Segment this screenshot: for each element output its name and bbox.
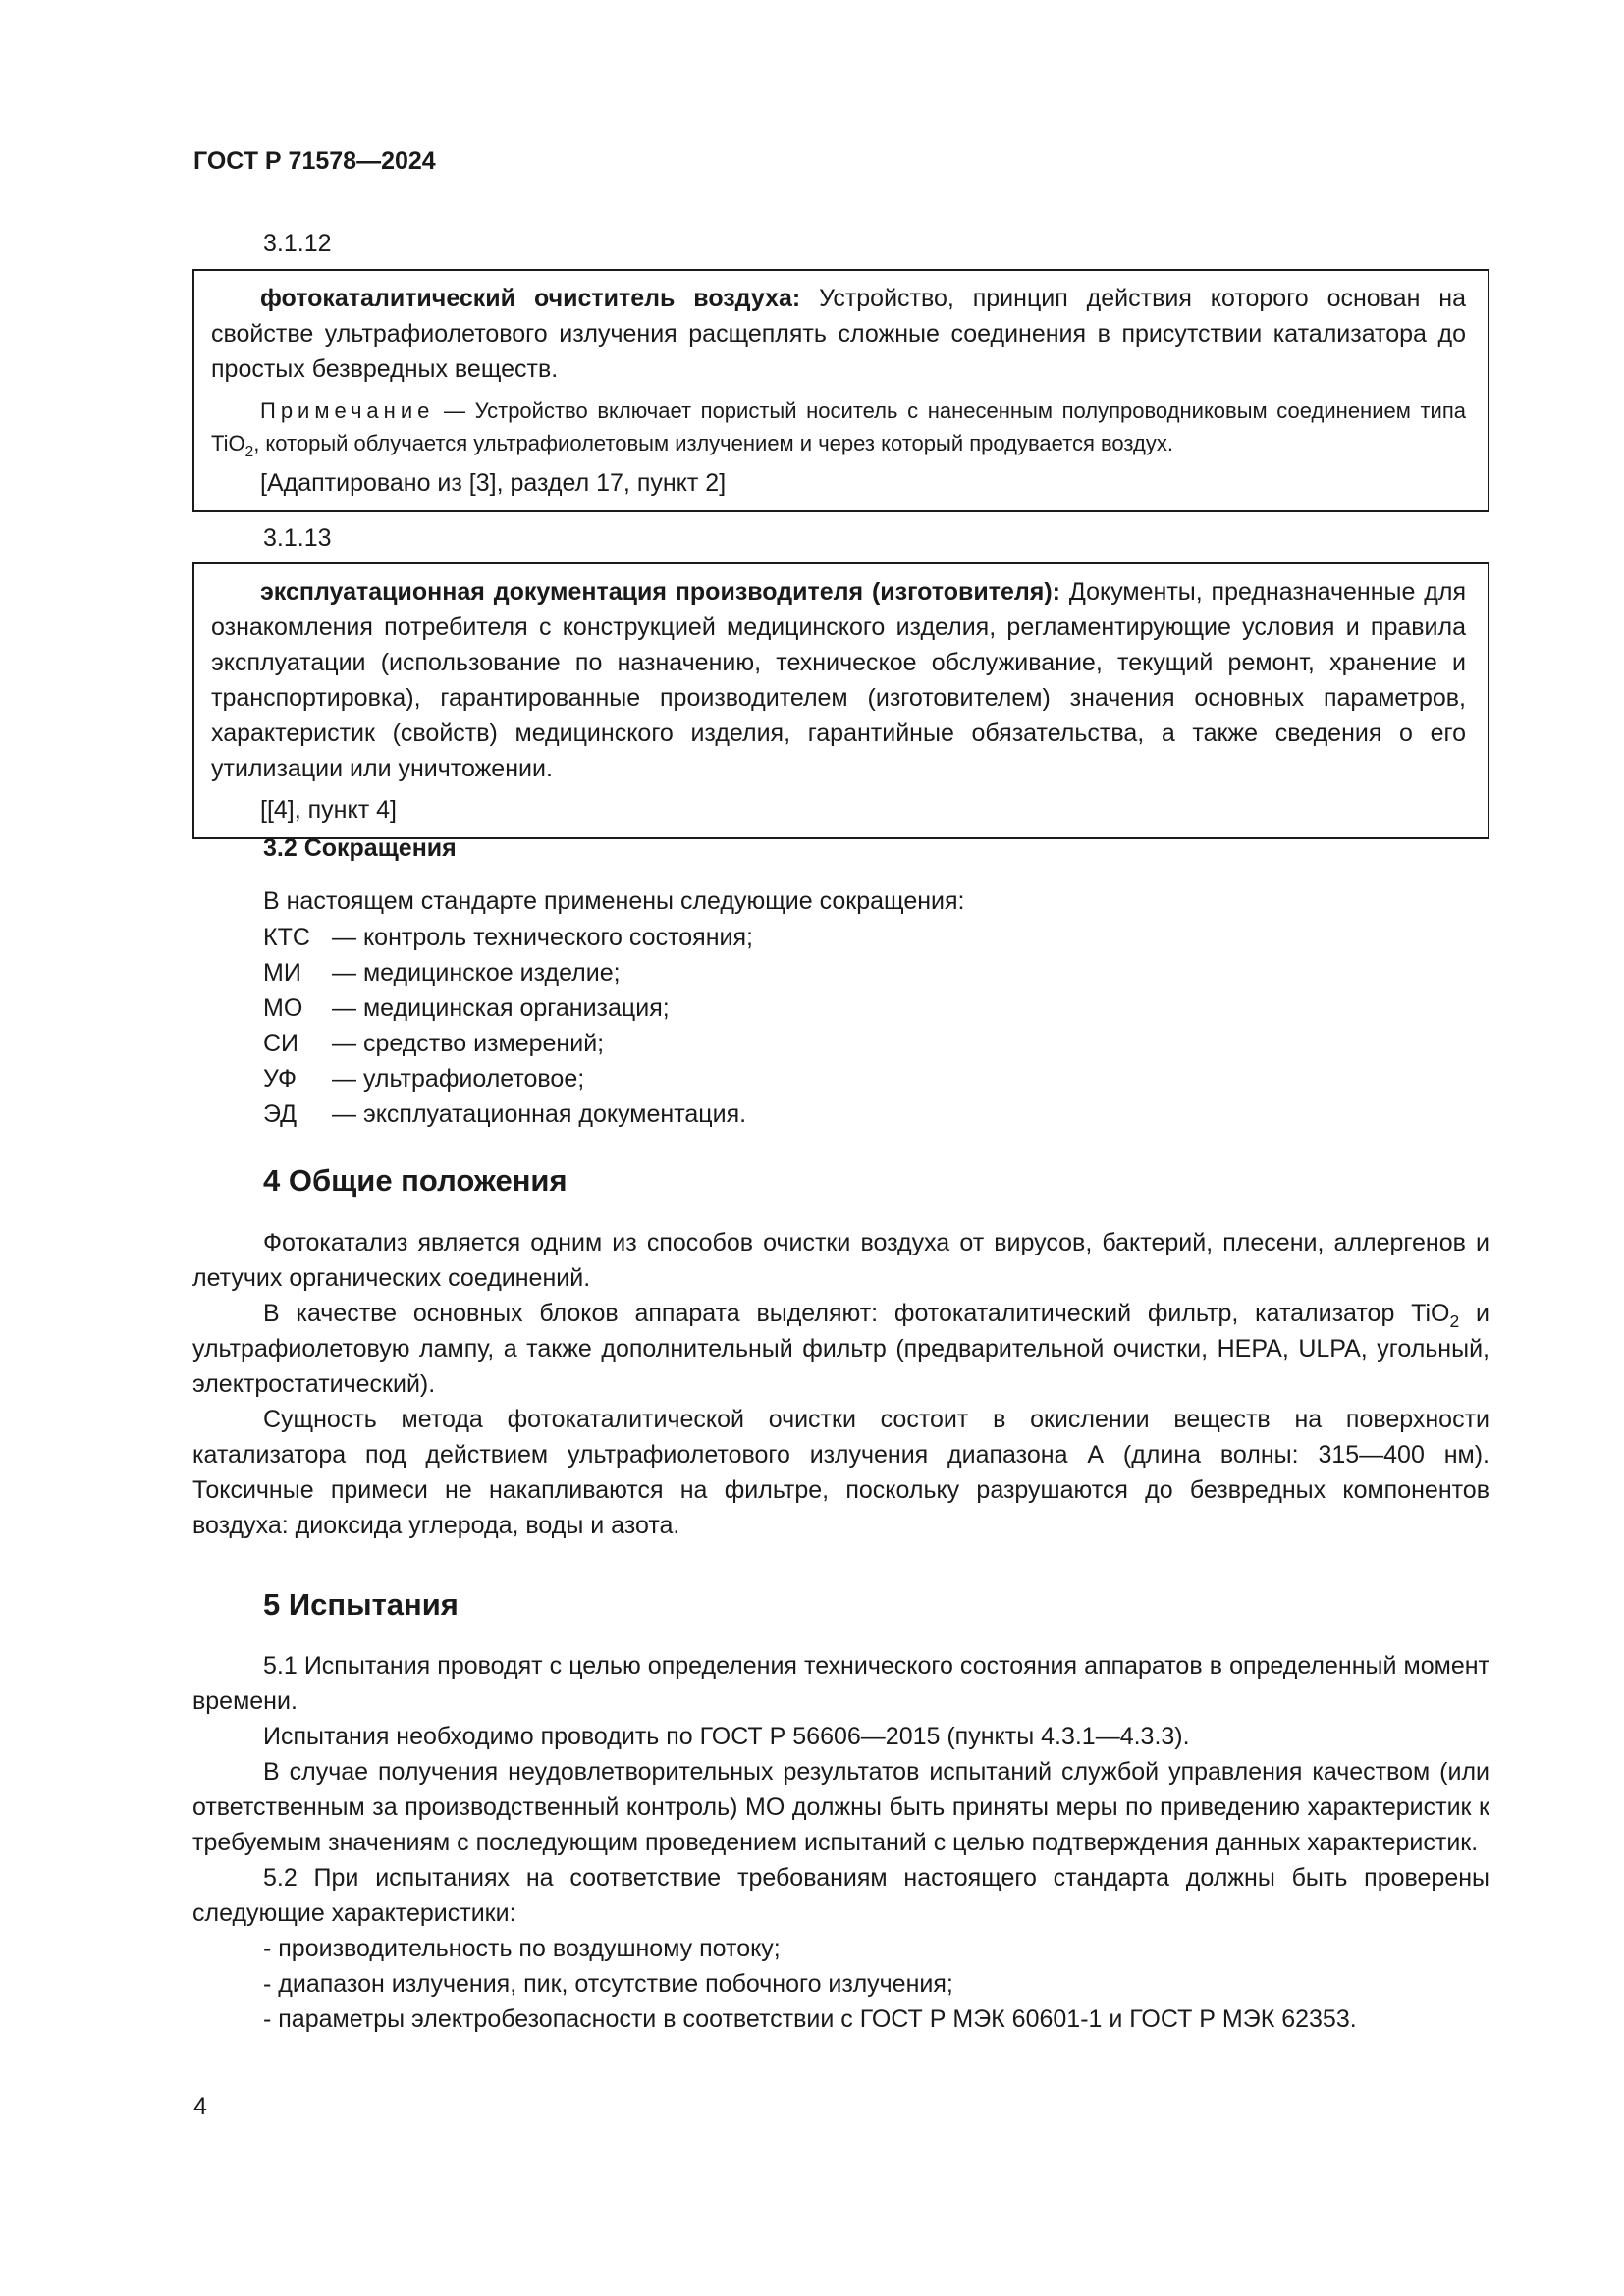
- paragraph: Фотокатализ является одним из способов очистки воздуха от вирусов, бактерий, плесени, аллергенов и летучих органических соединений.: [192, 1229, 1489, 1292]
- list-item: - параметры электробезопасности в соответствии с ГОСТ Р МЭК 60601-1 и ГОСТ Р МЭК 62353.: [263, 2005, 1357, 2033]
- list-item: ЭД — эксплуатационная документация.: [263, 1100, 747, 1128]
- list-item: УФ — ультрафиолетовое;: [263, 1065, 585, 1093]
- term-definition: эксплуатационная документация производителя (изготовителя): Документы, предназначенные для ознакомления потребителя с конструкцией медицинского изделия, регламентирующие условия и правила эксплуатации (использование по назначению, техническое обслуживание, текущий ремонт, хранение и транспортировка), гарантированные производителем (изготовителем) значения основных параметров, характеристик (свойств) медицинского изделия, гарантийные обязательства, а также сведения о его утилизации или уничтожении.: [211, 578, 1466, 782]
- list-item: МИ — медицинское изделие;: [263, 959, 621, 987]
- list-item: - диапазон излучения, пик, отсутствие побочного излучения;: [263, 1970, 953, 1998]
- term-definition-box: [192, 269, 1489, 512]
- paragraph: В случае получения неудовлетворительных результатов испытаний службой управления качеством (или ответственным за производственный контроль) МО должны быть приняты меры по приведению характеристик к требуемым значениям с последующим проведением испытаний с целью подтверждения данных характеристик.: [192, 1758, 1489, 1856]
- paragraph: В качестве основных блоков аппарата выделяют: фотокаталитический фильтр, катализатор TiO$_2$ и ультрафиолетовую лампу, а также дополнительный фильтр (предварительной очистки, HEPA, ULPA, угольный, электростатический).: [192, 1300, 1489, 1398]
- note-label: Примечание: [260, 399, 435, 423]
- section-heading: 3.2 Сокращения: [263, 834, 457, 862]
- section-heading: 5 Испытания: [263, 1587, 459, 1622]
- term-source: [Адаптировано из [3], раздел 17, пункт 2]: [260, 469, 727, 497]
- abbreviations-intro: В настоящем стандарте применены следующие сокращения:: [263, 887, 965, 915]
- list-item: МО — медицинская организация;: [263, 994, 670, 1022]
- paragraph: 5.2 При испытаниях на соответствие требованиям настоящего стандарта должны быть проверены следующие характеристики:: [192, 1864, 1489, 1927]
- term-number: 3.1.13: [263, 524, 332, 552]
- section-body: [192, 1648, 1489, 2037]
- paragraph: Испытания необходимо проводить по ГОСТ Р 56606—2015 (пункты 4.3.1—4.3.3).: [263, 1723, 1190, 1750]
- list-item: - производительность по воздушному потоку;: [263, 1935, 781, 1962]
- term-definition-box: [192, 562, 1489, 839]
- section-body: [192, 1225, 1489, 1543]
- page-number: 4: [193, 2093, 207, 2120]
- paragraph: 5.1 Испытания проводят с целью определения технического состояния аппаратов в определенный момент времени.: [192, 1652, 1489, 1715]
- term-definition: фотокаталитический очиститель воздуха: Устройство, принцип действия которого основан на свойстве ультрафиолетового излучения расщеплять сложные соединения в присутствии катализатора до простых безвредных веществ.: [211, 285, 1466, 383]
- term-source: [[4], пункт 4]: [260, 796, 397, 824]
- term-note: Примечание — Устройство включает пористый носитель с нанесенным полупроводниковым соединением типа TiO$_2$, который облучается ультрафиолетовым излучением и через который продувается воздух.: [211, 399, 1466, 460]
- term-name: фотокаталитический очиститель воздуха:: [260, 285, 801, 312]
- list-item: СИ — средство измерений;: [263, 1030, 605, 1057]
- paragraph: Сущность метода фотокаталитической очистки состоит в окислении веществ на поверхности катализатора под действием ультрафиолетового излучения диапазона А (длина волны: 315—400 нм). Токсичные примеси не накапливаются на фильтре, поскольку разрушаются до безвредных компонентов воздуха: диоксида углерода, воды и азота.: [192, 1406, 1489, 1539]
- term-number: 3.1.12: [263, 230, 332, 257]
- abbreviations-list: [263, 920, 753, 1132]
- standard-code: ГОСТ Р 71578—2024: [193, 147, 436, 175]
- term-name: эксплуатационная документация производителя (изготовителя):: [260, 578, 1060, 606]
- section-heading: 4 Общие положения: [263, 1163, 568, 1198]
- list-item: КТС — контроль технического состояния;: [263, 924, 753, 951]
- characteristics-list: [192, 1931, 1489, 2037]
